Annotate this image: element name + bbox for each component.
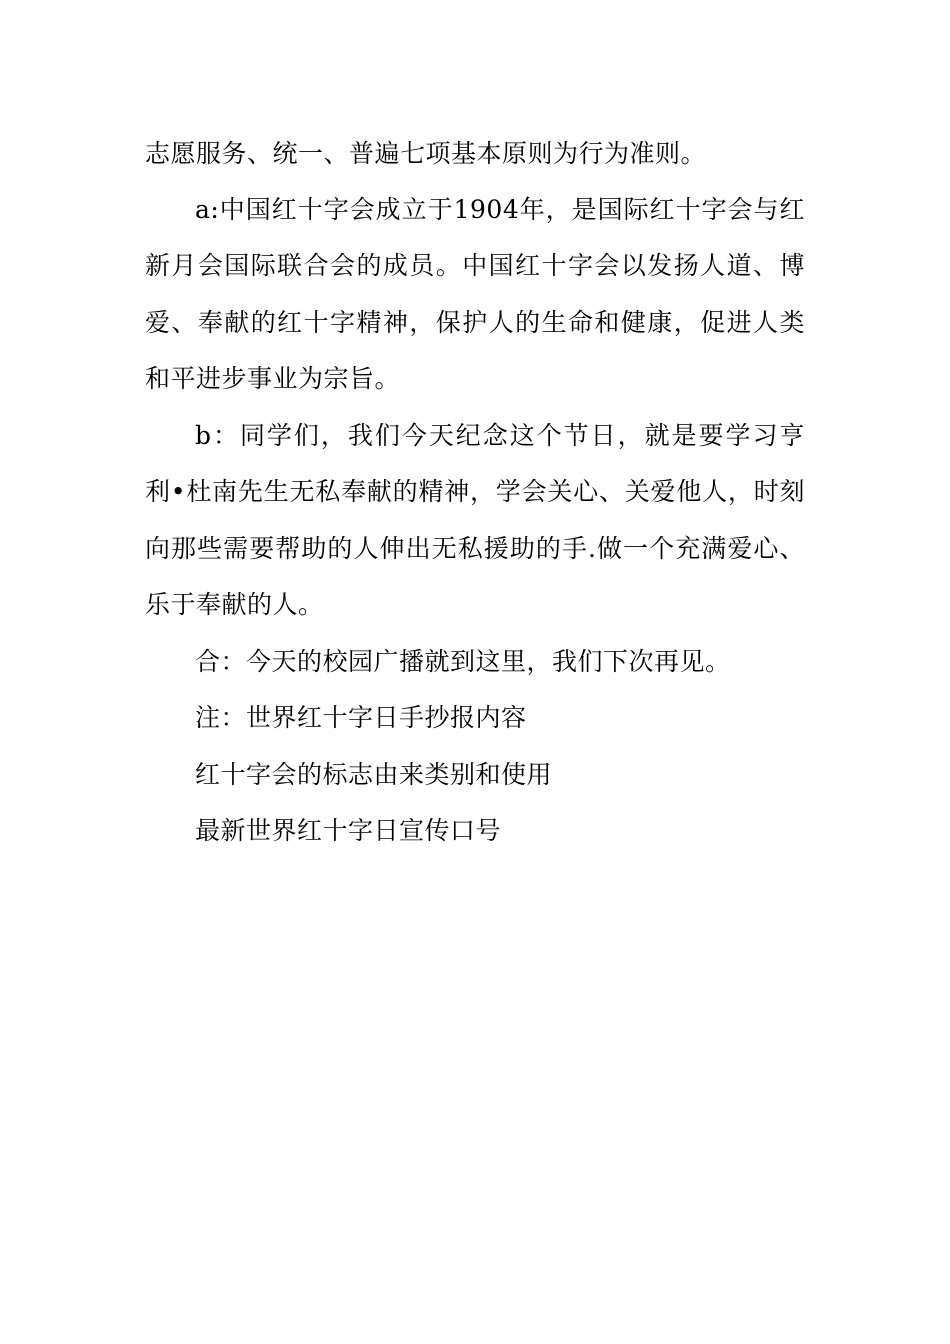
paragraph-line: a:中国红十字会成立于1904年，是国际红十字会与红 xyxy=(195,195,805,224)
paragraph-line: 利•杜南先生无私奉献的精神，学会关心、关爱他人，时刻 xyxy=(145,477,805,506)
paragraph-line: 向那些需要帮助的人伸出无私援助的手.做一个充满爱心、 xyxy=(145,534,805,563)
paragraph-line: 志愿服务、统一、普遍七项基本原则为行为准则。 xyxy=(145,139,707,168)
paragraph-line: 爱、奉献的红十字精神，保护人的生命和健康，促进人类 xyxy=(145,308,805,337)
paragraph-line: 和平进步事业为宗旨。 xyxy=(145,364,401,393)
note-line: 注：世界红十字日手抄报内容 xyxy=(195,703,527,732)
paragraph-line: 新月会国际联合会的成员。中国红十字会以发扬人道、博 xyxy=(145,251,805,280)
paragraph-line: 乐于奉献的人。 xyxy=(145,590,324,619)
related-link-text: 最新世界红十字日宣传口号 xyxy=(195,816,502,845)
paragraph-line: 合：今天的校园广播就到这里，我们下次再见。 xyxy=(195,647,731,676)
related-link-text: 红十字会的标志由来类别和使用 xyxy=(195,760,553,789)
paragraph-line: b：同学们，我们今天纪念这个节日，就是要学习亨 xyxy=(195,421,805,450)
